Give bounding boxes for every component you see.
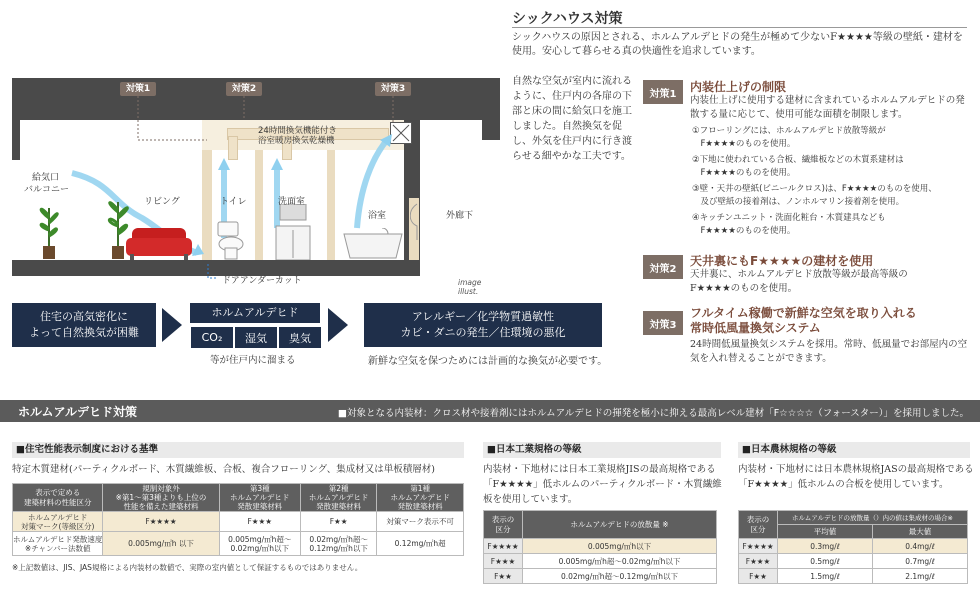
grade-cell: F★★★★ xyxy=(739,539,778,554)
flow-step-pollutant: ホルムアルデヒド xyxy=(190,303,320,323)
plant-icon xyxy=(36,198,62,260)
sec3-table xyxy=(738,510,968,584)
sec1-heading: ■住宅性能表示制度における基準 xyxy=(12,442,464,458)
table-row xyxy=(13,532,464,556)
list-item: ②下地に使われている合板、繊維板などの木質系建材は xyxy=(692,155,904,165)
title-divider xyxy=(512,27,967,28)
inlet-label: 給気口 xyxy=(32,173,60,183)
table-col-header: 規制対象外 ※第1〜第3種よりも上位の 性能を備えた建築材料 xyxy=(103,484,219,512)
max-cell: 0.7mg/ℓ xyxy=(873,554,968,569)
table-row xyxy=(484,554,717,569)
table-col-header: 第1種 ホルムアルデヒド 発散建築材料 xyxy=(377,484,464,512)
sec1-footnote: ※上記数値は、JIS、JAS規格による内装材の数値で、実際の室内値として保証するものではありません。 xyxy=(12,563,363,572)
bathroom-label: 浴室 xyxy=(368,211,387,221)
sec2-heading: ■日本工業規格の等級 xyxy=(483,442,721,458)
measure3-tag: 対策3 xyxy=(643,311,683,335)
value-cell: 0.005mg/㎡h超〜0.02mg/㎡h以下 xyxy=(523,554,717,569)
measure3-badge: 対策3 xyxy=(375,82,411,96)
hallway-label: 外廊下 xyxy=(446,211,474,221)
table-cell: 0.12mg/㎡h超 xyxy=(377,532,464,556)
balcony-label: バルコニー xyxy=(24,185,70,195)
table-row xyxy=(739,539,968,554)
table-cell: 0.005mg/㎡h超〜 0.02mg/㎡h以下 xyxy=(219,532,300,556)
measure2-text: 天井裏に、ホルムアルデヒド放散等級が最高等級のF★★★★のものを使用。 xyxy=(690,269,908,294)
table-col-header: 第3種 ホルムアルデヒド 発散建築材料 xyxy=(219,484,300,512)
table-col-header: 表示の 区分 xyxy=(739,511,778,539)
table-row xyxy=(739,569,968,584)
sec3-text: 内装材・下地材には日本農林規格JASの最高規格である「F★★★★」低ホルムの合板を使用しています。 xyxy=(738,464,974,490)
measure2-title: 天井裏にもF★★★★の建材を使用 xyxy=(690,254,874,268)
table-cell: F★★★ xyxy=(219,512,300,532)
toilet-icon xyxy=(216,220,246,260)
sofa-icon xyxy=(126,226,192,260)
table-row xyxy=(13,512,464,532)
measure1-list xyxy=(692,125,974,238)
table-row xyxy=(484,539,717,554)
list-item: 及び壁紙の接着剤は、ノンホルマリン接着剤を使用。 xyxy=(692,197,905,207)
row-label: ホルムアルデヒド発散速度 ※チャンバー法数値 xyxy=(13,532,103,556)
grade-cell: F★★★★ xyxy=(484,539,523,554)
table-col-header: 第2種 ホルムアルデヒド 発散建築材料 xyxy=(300,484,376,512)
table-corner: 表示で定める 建築材料の性能区分 xyxy=(13,484,103,512)
max-cell: 2.1mg/ℓ xyxy=(873,569,968,584)
chip-co2: CO₂ xyxy=(190,326,234,349)
sec2-text: 内装材・下地材には日本工業規格JISの最高規格である「F★★★★」低ホルムのパーティクルボード・木質繊維板を使用しています。 xyxy=(483,464,722,505)
page-title: シックハウス対策 xyxy=(512,11,623,27)
living-label: リビング xyxy=(144,197,180,207)
sec3-heading: ■日本農林規格の等級 xyxy=(738,442,970,458)
avg-cell: 0.5mg/ℓ xyxy=(778,554,873,569)
page-description: シックハウスの原因とされる、ホルムアルデヒドの発生が極めて少ないF★★★★等級の壁紙・建材を使用。安心して暮らせる真の快適性を追求しています。 xyxy=(512,32,963,57)
grade-cell: F★★★ xyxy=(484,554,523,569)
measure1-tag: 対策1 xyxy=(643,80,683,104)
airflow-note: 自然な空気が室内に流れるように、住戸内の各扉の下部と床の間に給気口を施工しました。自然換気を促し、外気を住戸内に行き渡らせる細やかな工夫です。 xyxy=(512,76,632,162)
table-col-header: 表示の 区分 xyxy=(484,511,523,539)
ventilation-note: 新鮮な空気を保つためには計画的な換気が必要です。 xyxy=(368,356,608,367)
flow-arrow-icon xyxy=(162,308,182,342)
illustration-note: image illust. xyxy=(458,278,482,296)
sec1-text: 特定木質建材(パーティクルボード、木質繊維板、合板、複合フローリング、集成材又は単板積層材) xyxy=(12,464,435,475)
washroom-label: 洗面室 xyxy=(278,197,306,207)
flow-step-health: アレルギー／化学物質過敏性 カビ・ダニの発生／住環境の悪化 xyxy=(364,303,602,347)
table-row xyxy=(484,569,717,584)
section-title: ホルムアルデヒド対策 xyxy=(18,405,138,419)
table-row xyxy=(739,554,968,569)
airflow-arrows xyxy=(12,78,502,293)
building-diagram xyxy=(12,78,502,296)
list-item: F★★★★のものを使用。 xyxy=(692,139,796,149)
measure1-text: 内装仕上げに使用する建材に含まれているホルムアルデヒドの発散する量に応じて、使用可能な面積を制限します。 xyxy=(690,95,965,120)
list-item: ①フローリングには、ホルムアルデヒド放散等級が xyxy=(692,126,886,136)
table-col-header: ホルムアルデヒドの放散量 ※ xyxy=(523,511,717,539)
measure1-title: 内装仕上げの制限 xyxy=(690,80,787,94)
sec1-table xyxy=(12,483,464,556)
pollutant-note: 等が住戸内に溜まる xyxy=(210,355,296,366)
ventilator-label: 24時間換気機能付き 浴室暖房換気乾燥機 xyxy=(258,126,337,146)
measure2-badge: 対策2 xyxy=(226,82,262,96)
measure1-badge: 対策1 xyxy=(120,82,156,96)
avg-cell: 0.3mg/ℓ xyxy=(778,539,873,554)
grade-cell: F★★ xyxy=(484,569,523,584)
list-item: ③壁・天井の壁紙(ビニールクロス)は、F★★★★のものを使用、 xyxy=(692,184,937,194)
list-item: F★★★★のものを使用。 xyxy=(692,226,796,236)
flow-step-airtight: 住宅の高気密化に よって自然換気が困難 xyxy=(12,303,156,347)
measure3-title: フルタイム稼働で新鮮な空気を取り入れる 常時低風量換気システム xyxy=(690,306,917,335)
flow-arrow-icon xyxy=(328,308,348,342)
shower-icon xyxy=(410,202,424,242)
measure3-text: 24時間低風量換気システムを採用。常時、低風量でお部屋内の空気を入れ替えることができます。 xyxy=(690,339,968,364)
list-item: ④キッチンユニット・洗面化粧台・木質建具なども xyxy=(692,213,886,223)
table-cell: F★★ xyxy=(300,512,376,532)
value-cell: 0.005mg/㎡h以下 xyxy=(523,539,717,554)
avg-cell: 1.5mg/ℓ xyxy=(778,569,873,584)
list-item: F★★★★のものを使用。 xyxy=(692,168,796,178)
table-cell: F★★★★ xyxy=(103,512,219,532)
chip-humidity: 湿気 xyxy=(234,326,278,349)
chip-odor: 臭気 xyxy=(278,326,322,349)
table-subheader: 最大値 xyxy=(873,525,968,539)
table-cell: 0.02mg/㎡h超〜 0.12mg/㎡h以下 xyxy=(300,532,376,556)
table-subheader: 平均値 xyxy=(778,525,873,539)
toilet-label: トイレ xyxy=(220,197,247,207)
grade-cell: F★★ xyxy=(739,569,778,584)
max-cell: 0.4mg/ℓ xyxy=(873,539,968,554)
table-cell: 対策マーク表示不可 xyxy=(377,512,464,532)
section-note: ■対象となる内装材：クロス材や接着剤にはホルムアルデヒドの揮発を極小に抑える最高レベル建材「F☆☆☆☆（フォースター）」を採用しました。 xyxy=(338,408,970,419)
measure2-tag: 対策2 xyxy=(643,255,683,279)
bathtub-icon xyxy=(342,228,404,260)
table-col-header: ホルムアルデヒドの放散量（）内の値は集成材の場合※ xyxy=(778,511,968,525)
row-label: ホルムアルデヒド 対策マーク(等級区分) xyxy=(13,512,103,532)
sec2-table xyxy=(483,510,717,584)
wash-basin-icon xyxy=(274,204,312,260)
undercut-label: ドアアンダーカット xyxy=(222,276,302,286)
value-cell: 0.02mg/㎡h超〜0.12mg/㎡h以下 xyxy=(523,569,717,584)
grade-cell: F★★★ xyxy=(739,554,778,569)
table-cell: 0.005mg/㎡h 以下 xyxy=(103,532,219,556)
